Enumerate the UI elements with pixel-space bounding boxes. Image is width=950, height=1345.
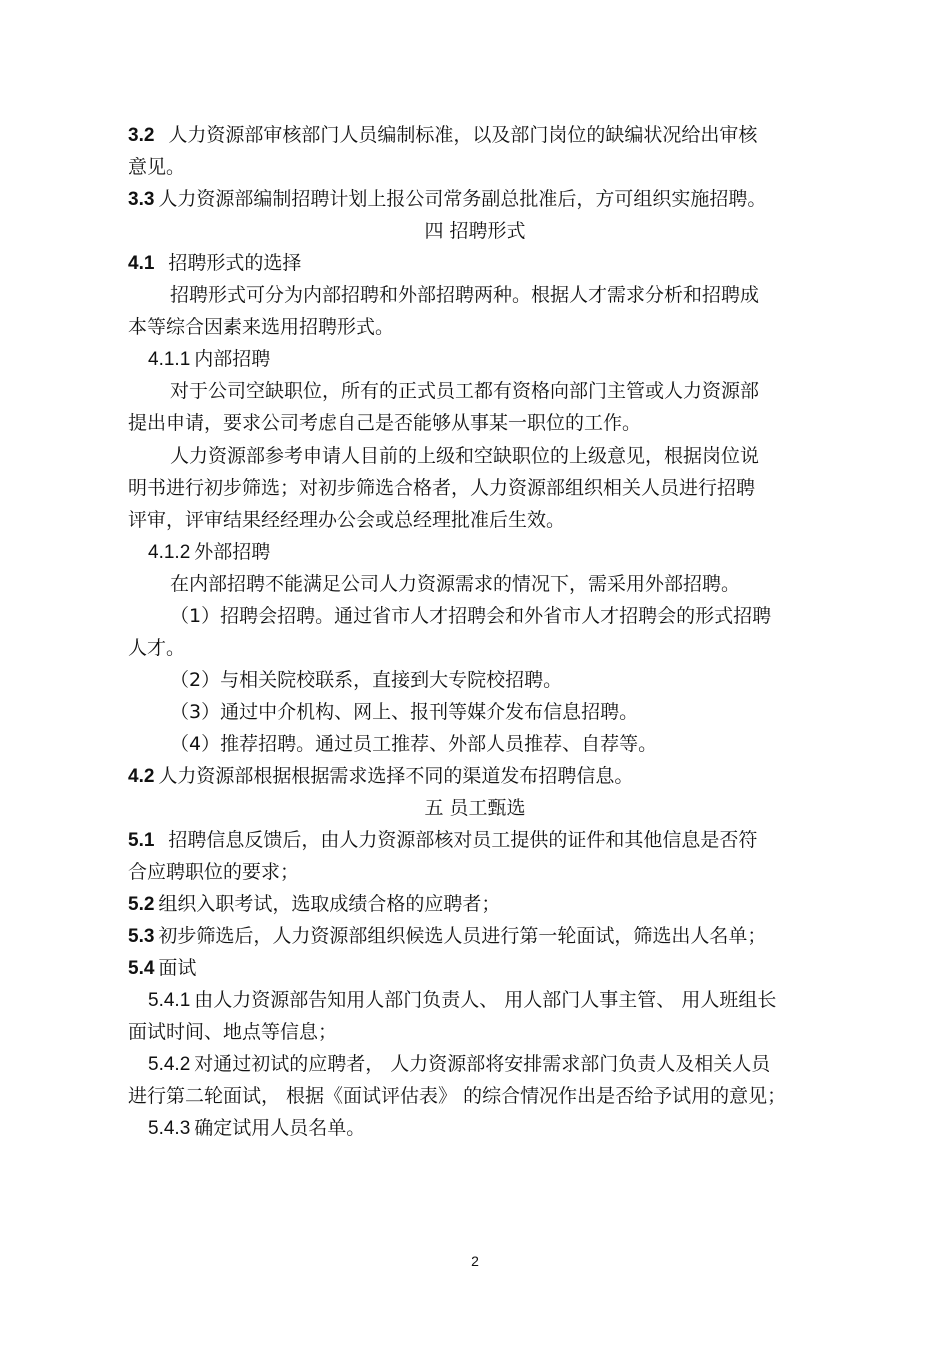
clause-5-4-1 bbox=[148, 988, 776, 1013]
clause-5-1-cont: 合应聘职位的要求； bbox=[128, 861, 300, 883]
clause-number: 5.4.2 bbox=[148, 1054, 191, 1075]
clause-text: 组织入职考试，选取成绩合格的应聘者； bbox=[158, 893, 501, 915]
clause-5-4-1-cont: 面试时间、地点等信息； bbox=[128, 1021, 338, 1043]
clause-4-1-1 bbox=[148, 347, 270, 372]
paragraph-cont: 本等综合因素来选用招聘形式。 bbox=[128, 316, 395, 338]
clause-text: 面试 bbox=[158, 957, 197, 979]
paragraph-cont: 评审，评审结果经经理办公会或总经理批准后生效。 bbox=[128, 509, 566, 531]
clause-number: 5.4 bbox=[128, 958, 155, 979]
clause-number: 4.1.1 bbox=[148, 349, 191, 370]
page-number: 2 bbox=[471, 1253, 479, 1269]
clause-text: 人力资源部编制招聘计划上报公司常务副总批准后，方可组织实施招聘。 bbox=[158, 188, 767, 210]
clause-5-1 bbox=[128, 828, 757, 853]
list-item: （2）与相关院校联系，直接到大专院校招聘。 bbox=[170, 669, 563, 691]
clause-text: 确定试用人员名单。 bbox=[194, 1117, 366, 1139]
paragraph: 对于公司空缺职位，所有的正式员工都有资格向部门主管或人力资源部 bbox=[170, 380, 760, 402]
clause-text: 外部招聘 bbox=[194, 541, 271, 563]
clause-number: 4.1.2 bbox=[148, 542, 191, 563]
clause-number: 5.4.3 bbox=[148, 1118, 191, 1139]
clause-text: 对通过初试的应聘者， 人力资源部将安排需求部门负责人及相关人员 bbox=[194, 1053, 771, 1075]
clause-number: 5.4.1 bbox=[148, 990, 191, 1011]
clause-text: 人力资源部根据根据需求选择不同的渠道发布招聘信息。 bbox=[158, 765, 634, 787]
clause-number: 4.2 bbox=[128, 766, 155, 787]
list-item: （1）招聘会招聘。通过省市人才招聘会和外省市人才招聘会的形式招聘 bbox=[170, 605, 772, 627]
clause-4-2 bbox=[128, 764, 633, 789]
clause-4-1 bbox=[128, 251, 301, 276]
clause-number: 3.2 bbox=[128, 125, 155, 146]
clause-5-4-3 bbox=[148, 1116, 365, 1141]
clause-5-4-2 bbox=[148, 1052, 770, 1077]
clause-text: 招聘形式的选择 bbox=[168, 252, 302, 274]
clause-3-2-cont: 意见。 bbox=[128, 156, 186, 178]
clause-5-4-2-cont: 进行第二轮面试， 根据《面试评估表》 的综合情况作出是否给予试用的意见； bbox=[128, 1085, 787, 1107]
section-heading-4: 四 招聘形式 bbox=[424, 220, 526, 242]
clause-number: 5.3 bbox=[128, 926, 155, 947]
clause-3-3 bbox=[128, 187, 766, 212]
paragraph-cont: 明书进行初步筛选；对初步筛选合格者，人力资源部组织相关人员进行招聘 bbox=[128, 477, 756, 499]
list-item: （4）推荐招聘。通过员工推荐、外部人员推荐、自荐等。 bbox=[170, 733, 658, 755]
clause-3-2 bbox=[128, 123, 757, 148]
clause-5-3 bbox=[128, 924, 766, 949]
clause-number: 5.1 bbox=[128, 830, 155, 851]
list-item-cont: 人才。 bbox=[128, 637, 186, 659]
clause-5-2 bbox=[128, 892, 500, 917]
clause-text: 初步筛选后，人力资源部组织候选人员进行第一轮面试，筛选出人名单； bbox=[158, 925, 767, 947]
paragraph: 在内部招聘不能满足公司人力资源需求的情况下，需采用外部招聘。 bbox=[170, 573, 741, 595]
clause-number: 3.3 bbox=[128, 189, 155, 210]
clause-number: 5.2 bbox=[128, 894, 155, 915]
clause-5-4 bbox=[128, 956, 196, 981]
paragraph-cont: 提出申请，要求公司考虑自己是否能够从事某一职位的工作。 bbox=[128, 412, 642, 434]
section-heading-5: 五 员工甄选 bbox=[424, 797, 526, 819]
paragraph: 人力资源部参考申请人目前的上级和空缺职位的上级意见，根据岗位说 bbox=[170, 445, 760, 467]
clause-text: 人力资源部审核部门人员编制标准，以及部门岗位的缺编状况给出审核 bbox=[168, 124, 758, 146]
list-item: （3）通过中介机构、网上、报刊等媒介发布信息招聘。 bbox=[170, 701, 639, 723]
paragraph: 招聘形式可分为内部招聘和外部招聘两种。根据人才需求分析和招聘成 bbox=[170, 284, 760, 306]
clause-text: 内部招聘 bbox=[194, 348, 271, 370]
clause-4-1-2 bbox=[148, 540, 270, 565]
clause-number: 4.1 bbox=[128, 253, 155, 274]
clause-text: 招聘信息反馈后，由人力资源部核对员工提供的证件和其他信息是否符 bbox=[168, 829, 758, 851]
clause-text: 由人力资源部告知用人部门负责人、 用人部门人事主管、 用人班组长 bbox=[194, 989, 777, 1011]
